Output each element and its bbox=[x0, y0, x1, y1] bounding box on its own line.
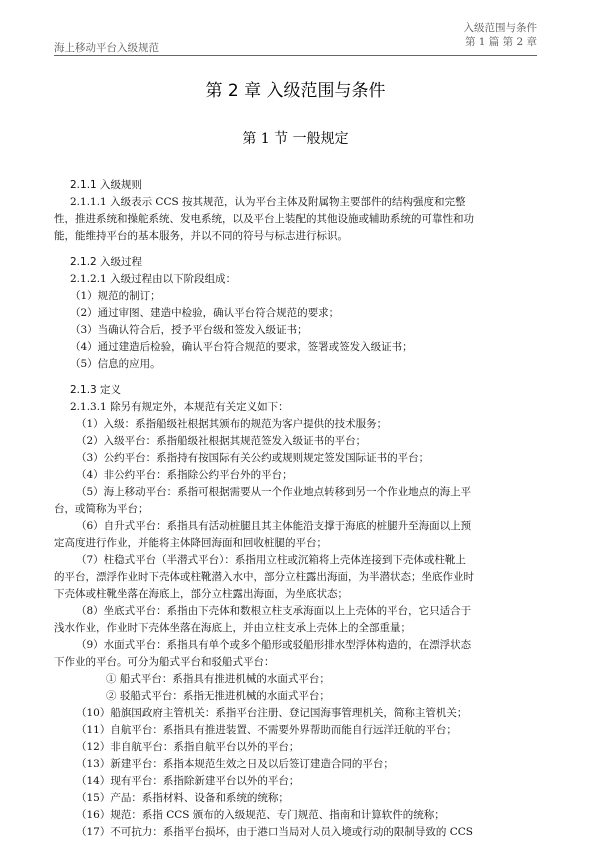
definition-item: （2）入级平台：系指船级社根据其规范签发入级证书的平台； bbox=[76, 435, 367, 447]
paragraph-line: 2.1.2.1 入级过程由以下阶段组成： bbox=[70, 273, 237, 285]
definition-item: （1）入级：系指船级社根据其颁布的规范为客户提供的技术服务； bbox=[76, 418, 388, 430]
clause-heading-2-1-1: 2.1.1 入级规则 bbox=[70, 179, 143, 191]
definition-item-continued: 下作业的平台。可分为船式平台和驳船式平台： bbox=[54, 656, 275, 668]
definition-item: （13）新建平台：系指本规范生效之日及以后签订建造合同的平台； bbox=[76, 758, 394, 770]
list-item: （3）当确认符合后，授予平台级和签发入级证书； bbox=[70, 324, 308, 336]
running-header-part-chapter: 第 1 篇 第 2 章 bbox=[464, 36, 537, 48]
definition-item-continued: 下壳体或柱靴坐落在海底上，部分立柱露出海面，为坐底状态； bbox=[54, 588, 348, 600]
clause-heading-2-1-2: 2.1.2 入级过程 bbox=[70, 256, 143, 268]
definition-item: （3）公约平台：系指持有按国际有关公约或规则规定签发国际证书的平台； bbox=[76, 452, 430, 464]
paragraph-line: 性，推进系统和操舵系统、发电系统，以及平台上装配的其他设施或辅助系统的可靠性和功 bbox=[54, 213, 474, 225]
definition-item: （9）水面式平台：系指具有单个或多个船形或驳船形排水型浮体构造的，在漂浮状态 bbox=[76, 639, 472, 651]
definition-item: （10）船旗国政府主管机关：系指平台注册、登记国海事管理机关，简称主管机关； bbox=[76, 707, 468, 719]
definition-item-continued: 浅水作业，作业时下壳体坐落在海底上，并由立柱支承上壳体上的全部重量； bbox=[54, 622, 411, 634]
definition-item: （14）现有平台：系指除新建平台以外的平台； bbox=[76, 775, 300, 787]
definition-item: （5）海上移动平台：系指可根据需要从一个作业地点转移到另一个作业地点的海上平 bbox=[76, 486, 472, 498]
definition-item: （17）不可抗力：系指平台损坏，由于港口当局对人员入境或行动的限制导致的 CCS bbox=[76, 826, 473, 838]
definition-item: （16）规范：系指 CCS 颁布的入级规范、专门规范、指南和计算软件的统称； bbox=[76, 809, 445, 821]
definition-item: （7）柱稳式平台（半潜式平台）：系指用立柱或沉箱将上壳体连接到下壳体或柱靴上 bbox=[76, 554, 466, 566]
paragraph-line: 2.1.1.1 入级表示 CCS 按其规范，认为平台主体及附属物主要部件的结构强度和完整 bbox=[70, 196, 466, 208]
definition-item-continued: 定高度进行作业，并能将主体降回海面和回收桩腿的平台； bbox=[54, 537, 327, 549]
definition-item: （8）坐底式平台：系指由下壳体和数根立柱支承海面以上上壳体的平台，它只适合于 bbox=[76, 605, 472, 617]
running-header-title: 入级范围与条件 bbox=[463, 22, 537, 34]
paragraph-line: 能，能维持平台的基本服务，并以不同的符号与标志进行标识。 bbox=[54, 230, 348, 242]
list-item: （5）信息的应用。 bbox=[70, 358, 161, 370]
running-header-document: 海上移动平台入级规范 bbox=[54, 42, 159, 54]
paragraph-line: 2.1.3.1 除另有规定外，本规范有关定义如下： bbox=[70, 401, 289, 413]
definition-item-continued: 的平台，漂浮作业时下壳体或柱靴潜入水中，部分立柱露出海面，为半潜状态；坐底作业时 bbox=[54, 571, 474, 583]
definition-item: （6）自升式平台：系指具有活动桩腿且其主体能沿支撑于海底的桩腿升至海面以上预 bbox=[76, 520, 472, 532]
list-item: （2）通过审图、建造中检验，确认平台符合规范的要求； bbox=[70, 307, 340, 319]
definition-item: （4）非公约平台：系指除公约平台外的平台； bbox=[76, 469, 293, 481]
clause-heading-2-1-3: 2.1.3 定义 bbox=[70, 384, 122, 396]
sub-definition-item: ② 驳船式平台：系指无推进机械的水面式平台； bbox=[106, 690, 330, 702]
section-title: 第 1 节 一般规定 bbox=[242, 131, 349, 147]
definition-item: （12）非自航平台：系指自航平台以外的平台； bbox=[76, 741, 300, 753]
sub-definition-item: ① 船式平台：系指具有推进机械的水面式平台； bbox=[106, 673, 330, 685]
list-item: （4）通过建造后检验，确认平台符合规范的要求，签署或签发入级证书； bbox=[70, 341, 413, 353]
list-item: （1）规范的制订； bbox=[70, 290, 161, 302]
definition-item: （15）产品：系指材料、设备和系统的统称； bbox=[76, 792, 289, 804]
definition-item: （11）自航平台：系指具有推进装置、不需要外界帮助而能自行远洋迁航的平台； bbox=[76, 724, 457, 736]
header-rule bbox=[54, 55, 537, 56]
definition-item-continued: 台，或简称为平台； bbox=[54, 503, 149, 515]
chapter-title: 第 2 章 入级范围与条件 bbox=[205, 81, 386, 101]
